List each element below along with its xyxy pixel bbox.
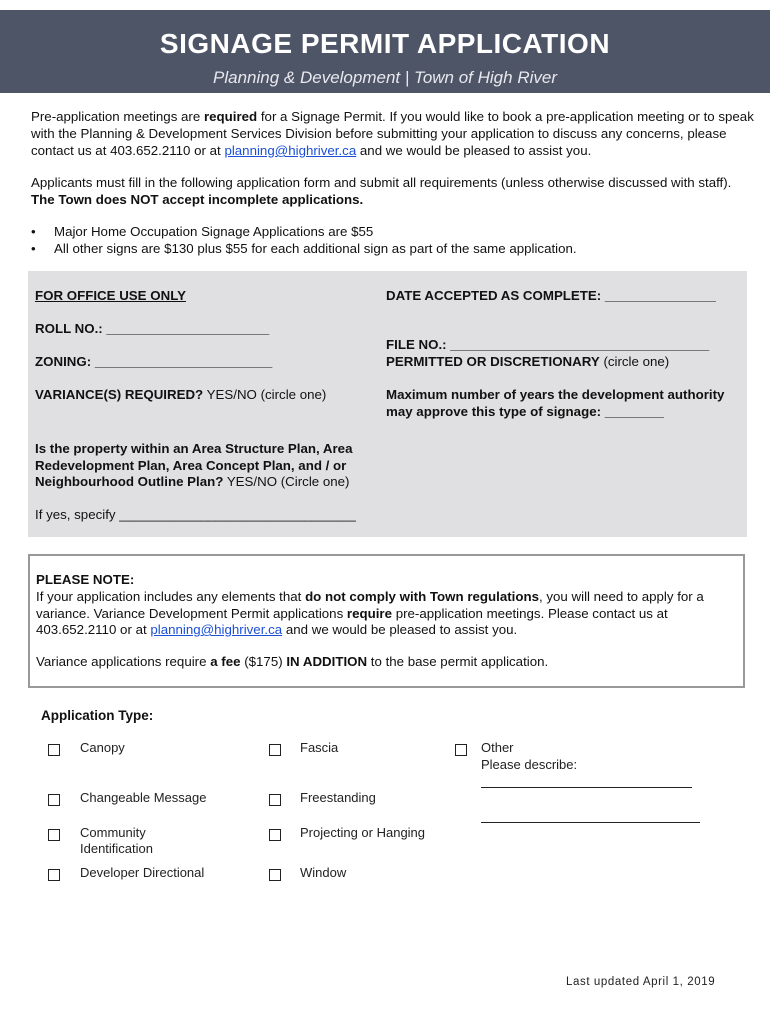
note-require: require	[346, 605, 392, 621]
window-checkbox[interactable]	[269, 869, 281, 881]
plan-question-text: Is the property within an Area Structure Plan, Area Redevelopment Plan, Area Concept Plan, and / or Neighbourhood Outline Plan?	[35, 441, 353, 489]
fascia-checkbox[interactable]	[269, 744, 281, 756]
intro-text: Pre-application meetings are	[31, 109, 204, 124]
incomplete-warning: The Town does NOT accept incomplete applications.	[31, 192, 364, 207]
note-emphasis: do not comply with Town regulations	[305, 589, 539, 604]
developer-directional-label: Developer Directional	[80, 865, 205, 880]
fee-in-addition: IN ADDITION	[286, 654, 368, 669]
please-note-box	[28, 554, 745, 688]
note-text-3: pre-application meetings. Please contact us at 403.652.2110 or at	[36, 605, 668, 637]
list-item: • All other signs are $130 plus $55 for each additional sign as part of the same application.	[31, 240, 751, 257]
freestanding-label: Freestanding	[300, 790, 376, 805]
permitted-label: PERMITTED OR DISCRETIONARY	[386, 354, 600, 369]
date-accepted-field: DATE ACCEPTED AS COMPLETE: _______________	[386, 288, 716, 303]
note-text-2: , you will need to apply for a variance. Variance Development Permit applications	[36, 589, 704, 621]
zoning-field: ZONING: ________________________	[35, 354, 273, 369]
changeable-message-label: Changeable Message	[80, 790, 207, 805]
fee-list	[31, 223, 751, 257]
email-link[interactable]: planning@highriver.ca	[224, 143, 357, 158]
canopy-checkbox[interactable]	[48, 744, 60, 756]
requirements-paragraph	[31, 174, 761, 208]
describe-label: Please describe:	[481, 757, 578, 772]
note-body	[36, 589, 736, 639]
note-text: If your application includes any elements that	[36, 589, 306, 604]
file-no-field: FILE NO.: ___________________________________	[386, 337, 710, 352]
fee-amount: ($175)	[240, 654, 287, 669]
describe-line-2[interactable]	[481, 822, 700, 823]
canopy-label: Canopy	[80, 740, 125, 755]
other-label: Other	[481, 740, 514, 755]
plan-hint: YES/NO (Circle one)	[223, 474, 350, 489]
other-checkbox[interactable]	[455, 744, 467, 756]
developer-directional-checkbox[interactable]	[48, 869, 60, 881]
note-text-4: and we would be pleased to assist you.	[282, 622, 518, 637]
office-use-box	[28, 271, 747, 537]
community-identification-checkbox[interactable]	[48, 829, 60, 841]
intro-required: required	[203, 109, 258, 124]
intro-paragraph	[31, 108, 761, 159]
changeable-message-checkbox[interactable]	[48, 794, 60, 806]
projecting-hanging-label: Projecting or Hanging	[300, 825, 426, 840]
community-identification-label: Community Identification	[80, 825, 153, 856]
fee-emphasis: a fee	[210, 654, 241, 669]
variance-label: VARIANCE(S) REQUIRED?	[35, 387, 204, 402]
projecting-hanging-checkbox[interactable]	[269, 829, 281, 841]
fee-text: Variance applications require	[36, 654, 211, 669]
requirements-text: Applicants must fill in the following application form and submit all requirements (unless otherwise discussed with staff).	[31, 175, 732, 190]
list-item: • Major Home Occupation Signage Applications are $55	[31, 223, 751, 240]
fee-text-2: to the base permit application.	[367, 654, 549, 669]
application-type-heading: Application Type:	[41, 708, 154, 723]
office-heading: FOR OFFICE USE ONLY	[35, 288, 186, 303]
plan-question	[35, 441, 375, 491]
max-years-field: Maximum number of years the development authority may approve this type of signage: ________	[386, 387, 725, 419]
note-fee	[36, 654, 736, 671]
page-subtitle: Planning & Development | Town of High River	[213, 68, 557, 87]
variance-field	[35, 387, 326, 404]
roll-no-field: ROLL NO.: ______________________	[35, 321, 270, 336]
permitted-field	[386, 354, 669, 371]
window-label: Window	[300, 865, 347, 880]
page-title: SIGNAGE PERMIT APPLICATION	[159, 28, 611, 59]
email-link[interactable]: planning@highriver.ca	[150, 622, 283, 637]
intro-text-3: and we would be pleased to assist you.	[356, 143, 592, 158]
last-updated: Last updated April 1, 2019	[566, 976, 716, 988]
fascia-label: Fascia	[300, 740, 339, 755]
top-margin	[0, 0, 770, 10]
intro-text-2: for a Signage Permit. If you would like to book a pre-application meeting or to speak with the Planning & Development Services Division before submitting your application to discuss any concerns, please contact us at 403.652.2110 or at	[31, 109, 754, 158]
permitted-hint: (circle one)	[599, 354, 670, 369]
variance-hint: YES/NO (circle one)	[203, 387, 327, 402]
freestanding-checkbox[interactable]	[269, 794, 281, 806]
describe-line-1[interactable]	[481, 787, 692, 788]
if-yes-field: If yes, specify ________________________________	[35, 507, 356, 522]
header-banner	[0, 10, 770, 93]
note-title: PLEASE NOTE:	[36, 572, 135, 587]
